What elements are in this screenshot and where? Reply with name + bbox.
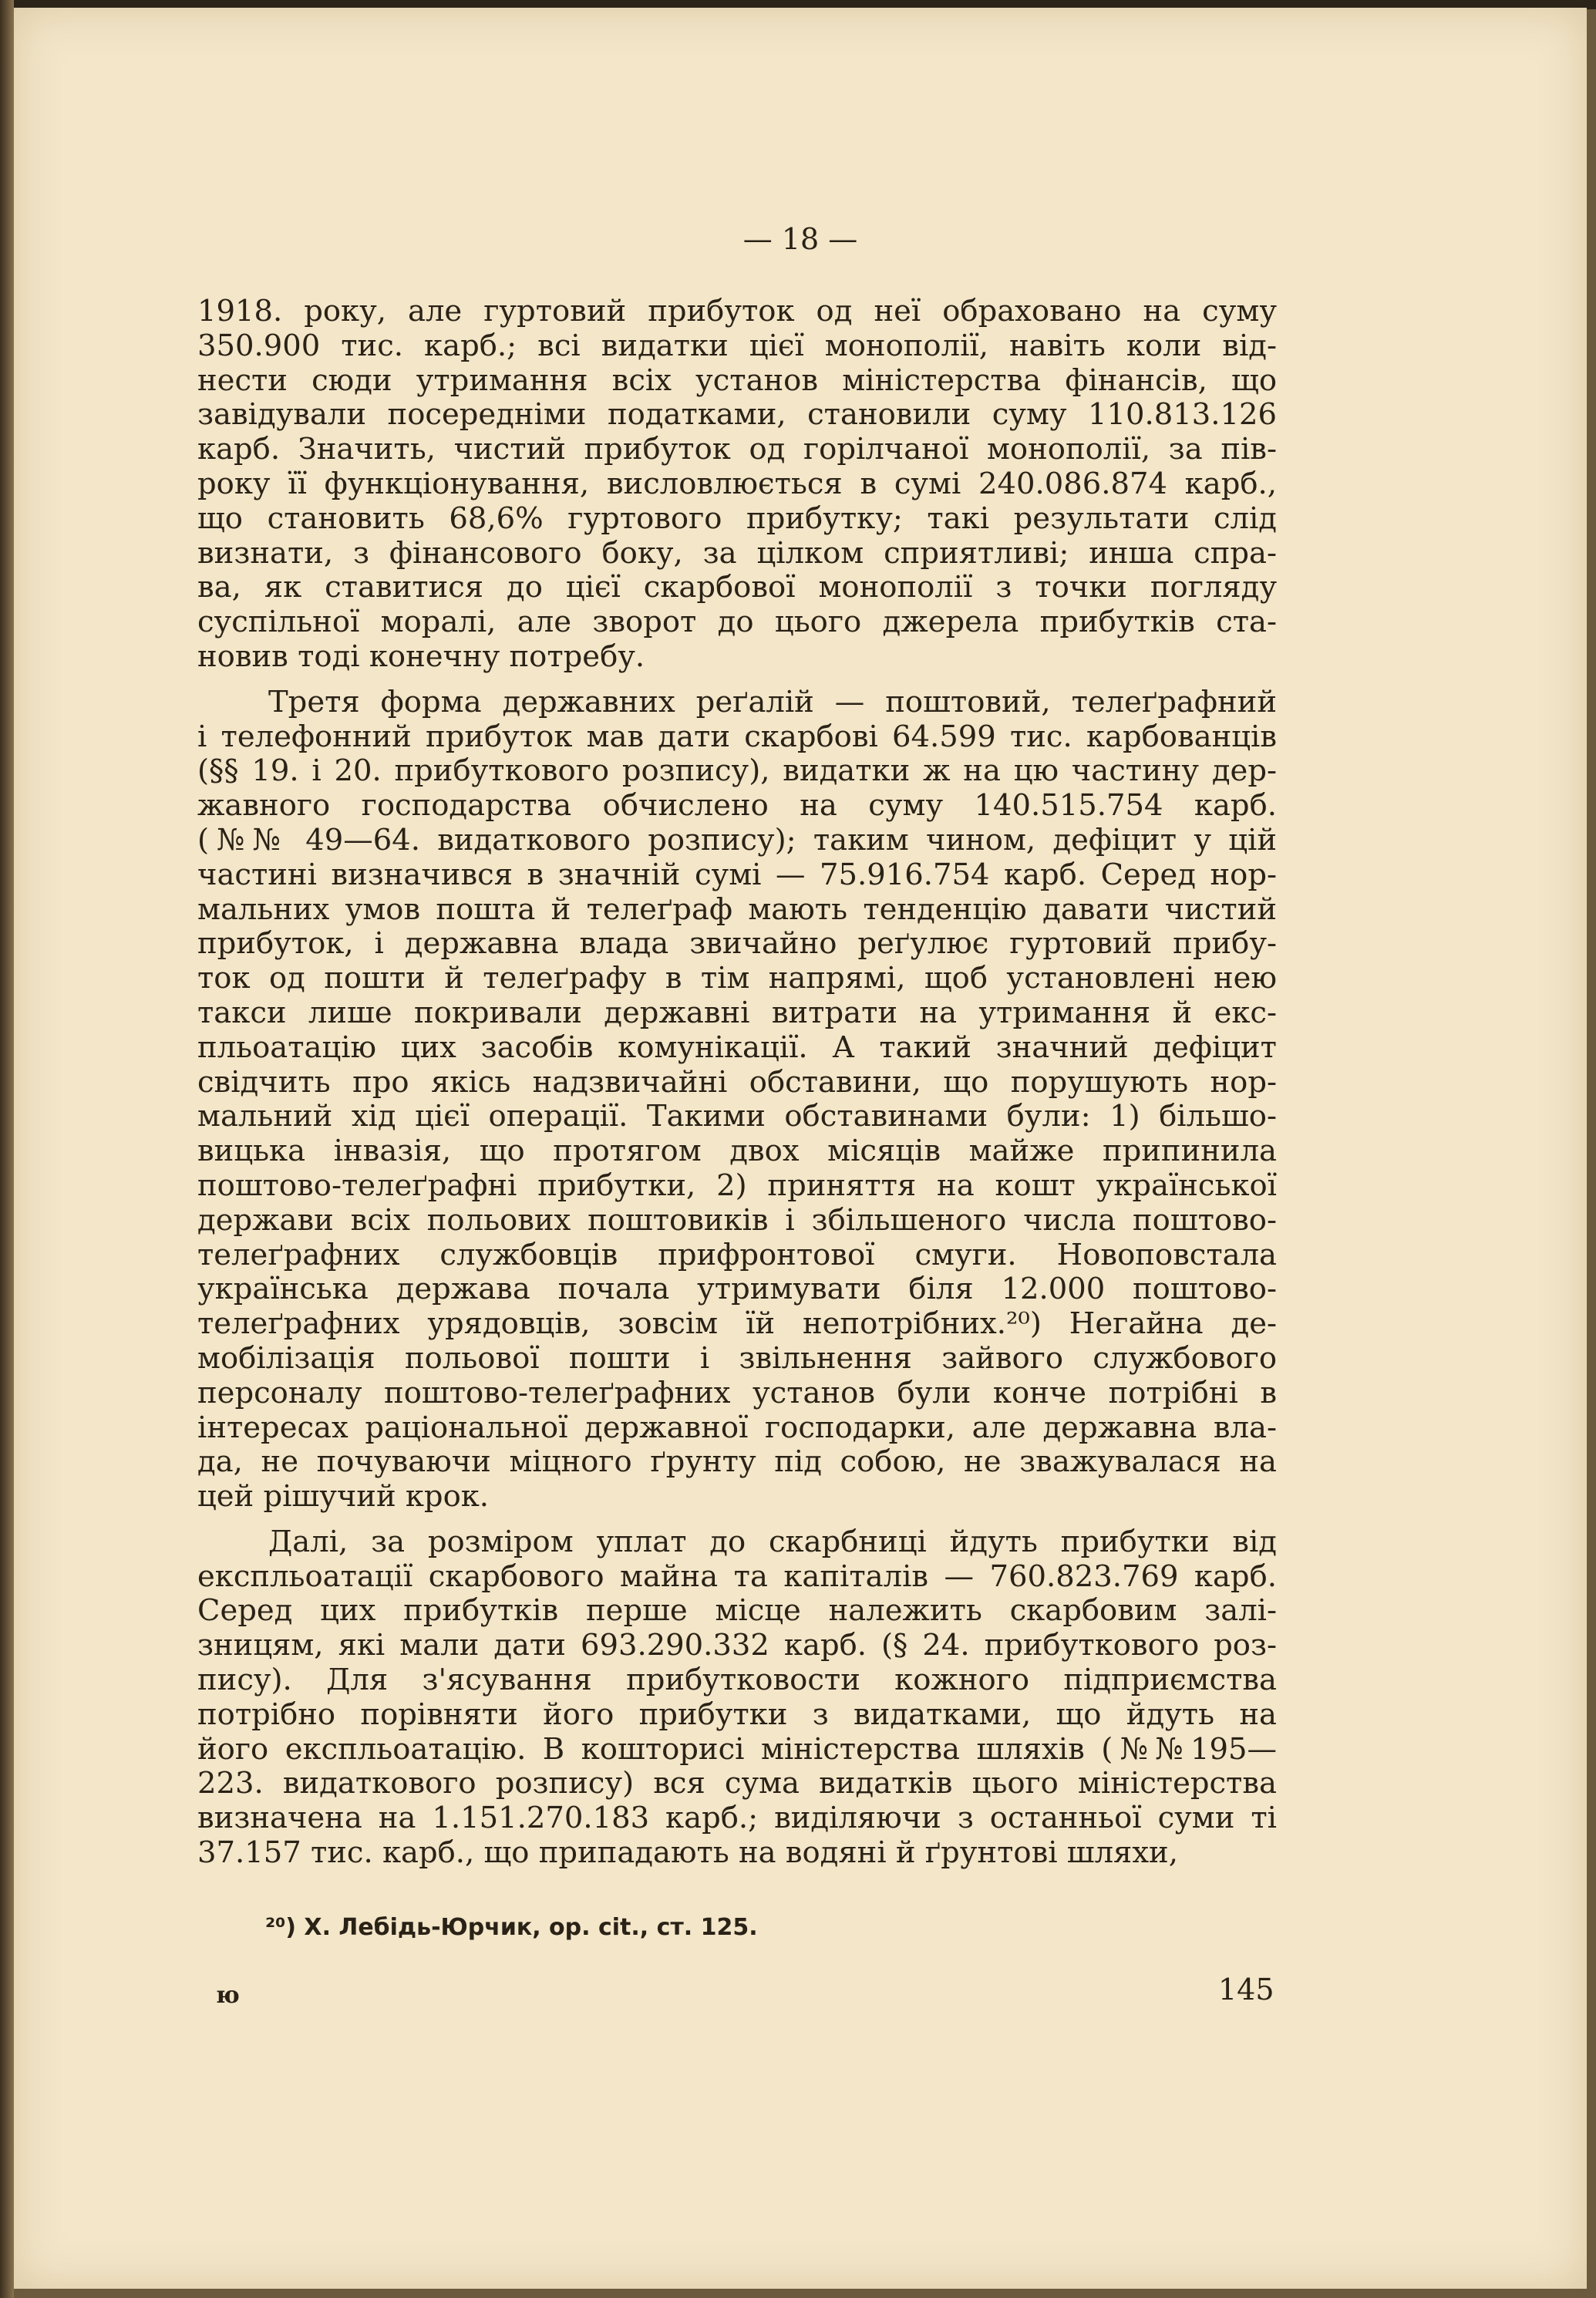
text-line: що становить 68,6% гуртового прибутку; такі результати слід: [197, 500, 1277, 536]
text-line: року її функціонування, висловлюється в сумі 240.086.874 карб.,: [197, 466, 1277, 501]
body-text: [197, 295, 1277, 1882]
text-line: цей рішучий крок.: [197, 1479, 490, 1515]
text-line: 1918. року, але гуртовий прибуток од неї обраховано на суму: [197, 294, 1277, 329]
text-line: карб. Значить, чистий прибуток од горілчаної монополії, за пів-: [197, 432, 1277, 467]
paragraph-3: [197, 1525, 1277, 1871]
text-line: мальний хід цієї операції. Такими обставинами були: 1) більшо-: [197, 1099, 1277, 1134]
text-line: і телефонний прибуток мав дати скарбові 64.599 тис. карбованців: [197, 719, 1277, 754]
text-line: Третя форма державних реґалій — поштовий, телеґрафний: [268, 684, 1277, 719]
text-line: експльоатації скарбового майна та капіталів — 760.823.769 карб.: [197, 1558, 1277, 1594]
text-line: 350.900 тис. карб.; всі видатки цієї монополії, навіть коли від-: [197, 328, 1277, 363]
text-line: українська держава почала утримувати біля 12.000 поштово-: [197, 1272, 1277, 1307]
footnote: ²⁰) Х. Лебідь-Юрчик, op. cit., ст. 125.: [265, 1914, 758, 1941]
text-line: завідували посередніми податками, становили суму 110.813.126: [197, 397, 1277, 433]
text-line: такси лише покривали державні витрати на утримання й екс-: [197, 995, 1277, 1030]
text-line: пису). Для з'ясування прибутковости кожного підприємства: [197, 1663, 1277, 1698]
text-line: 37.157 тис. карб., що припадають на водяні й ґрунтові шляхи,: [197, 1835, 1178, 1871]
text-line: свідчить про якісь надзвичайні обставини, що порушують нор-: [197, 1064, 1277, 1100]
text-line: зницям, які мали дати 693.290.332 карб. (§ 24. прибуткового роз-: [197, 1628, 1277, 1663]
text-line: 223. видаткового розпису) вся сума видатків цього міністерства: [197, 1766, 1277, 1801]
text-line: да, не почуваючи міцного ґрунту під собою, не зважувалася на: [197, 1444, 1277, 1480]
text-line: суспільної моралі, але зворот до цього джерела прибутків ста-: [197, 605, 1277, 640]
text-line: вицька інвазія, що протягом двох місяців майже припинила: [197, 1134, 1277, 1169]
text-line: (№№ 49—64. видаткового розпису); таким чином, дефіцит у цій: [197, 822, 1277, 858]
text-line: частині визначився в значній сумі — 75.916.754 карб. Серед нор-: [197, 857, 1277, 892]
page-binding-edge: [0, 0, 14, 2298]
text-line: мобілізація польової пошти і звільнення зайвого службового: [197, 1340, 1277, 1376]
text-line: Далі, за розміром уплат до скарбниці йдуть прибутки від: [268, 1524, 1277, 1559]
folio-number: 145: [1218, 1973, 1274, 2007]
text-line: визначена на 1.151.270.183 карб.; виділяючи з останньої суми ті: [197, 1801, 1277, 1836]
paragraph-1: [197, 295, 1277, 675]
text-line: персоналу поштово-телеґрафних установ були конче потрібні в: [197, 1375, 1277, 1410]
text-line: визнати, з фінансового боку, за цілком сприятливі; инша спра-: [197, 535, 1277, 571]
text-line: ток од пошти й телеґрафу в тім напрямі, щоб установлені нею: [197, 961, 1277, 996]
text-line: новив тоді конечну потребу.: [197, 639, 645, 674]
text-line: жавного господарства обчислено на суму 140.515.754 карб.: [197, 788, 1277, 824]
text-line: пльоатацію цих засобів комунікації. А такий значний дефіцит: [197, 1029, 1277, 1065]
text-line: ва, як ставитися до цієї скарбової монополії з точки погляду: [197, 570, 1277, 605]
text-line: потрібно порівняти його прибутки з видатками, що йдуть на: [197, 1697, 1277, 1732]
text-line: телеґрафних урядовців, зовсім їй непотрібних.²⁰) Негайна де-: [197, 1306, 1277, 1342]
signature-mark: ю: [216, 1982, 240, 2009]
document-page: [14, 8, 1587, 2289]
text-line: держави всіх польових поштовиків і збільшеного числа поштово-: [197, 1202, 1277, 1238]
text-line: мальних умов пошта й телеґраф мають тенденцію давати чистий: [197, 891, 1277, 927]
text-line: телеґрафних службовців прифронтової смуги. Новоповстала: [197, 1237, 1277, 1272]
paragraph-2: [197, 686, 1277, 1515]
text-line: прибуток, і державна влада звичайно реґулює гуртовий прибу-: [197, 926, 1277, 962]
text-line: Серед цих прибутків перше місце належить скарбовим залі-: [197, 1593, 1277, 1629]
text-line: його експльоатацію. В кошторисі міністерства шляхів (№№195—: [197, 1731, 1277, 1767]
text-line: нести сюди утримання всіх установ міністерства фінансів, що: [197, 362, 1277, 398]
page-header-number: — 18 —: [742, 222, 858, 256]
text-line: поштово-телеґрафні прибутки, 2) приняття на кошт української: [197, 1168, 1277, 1203]
text-line: інтересах раціональної державної господарки, але державна вла-: [197, 1410, 1277, 1445]
text-line: (§§ 19. і 20. прибуткового розпису), видатки ж на цю частину дер-: [197, 753, 1277, 789]
